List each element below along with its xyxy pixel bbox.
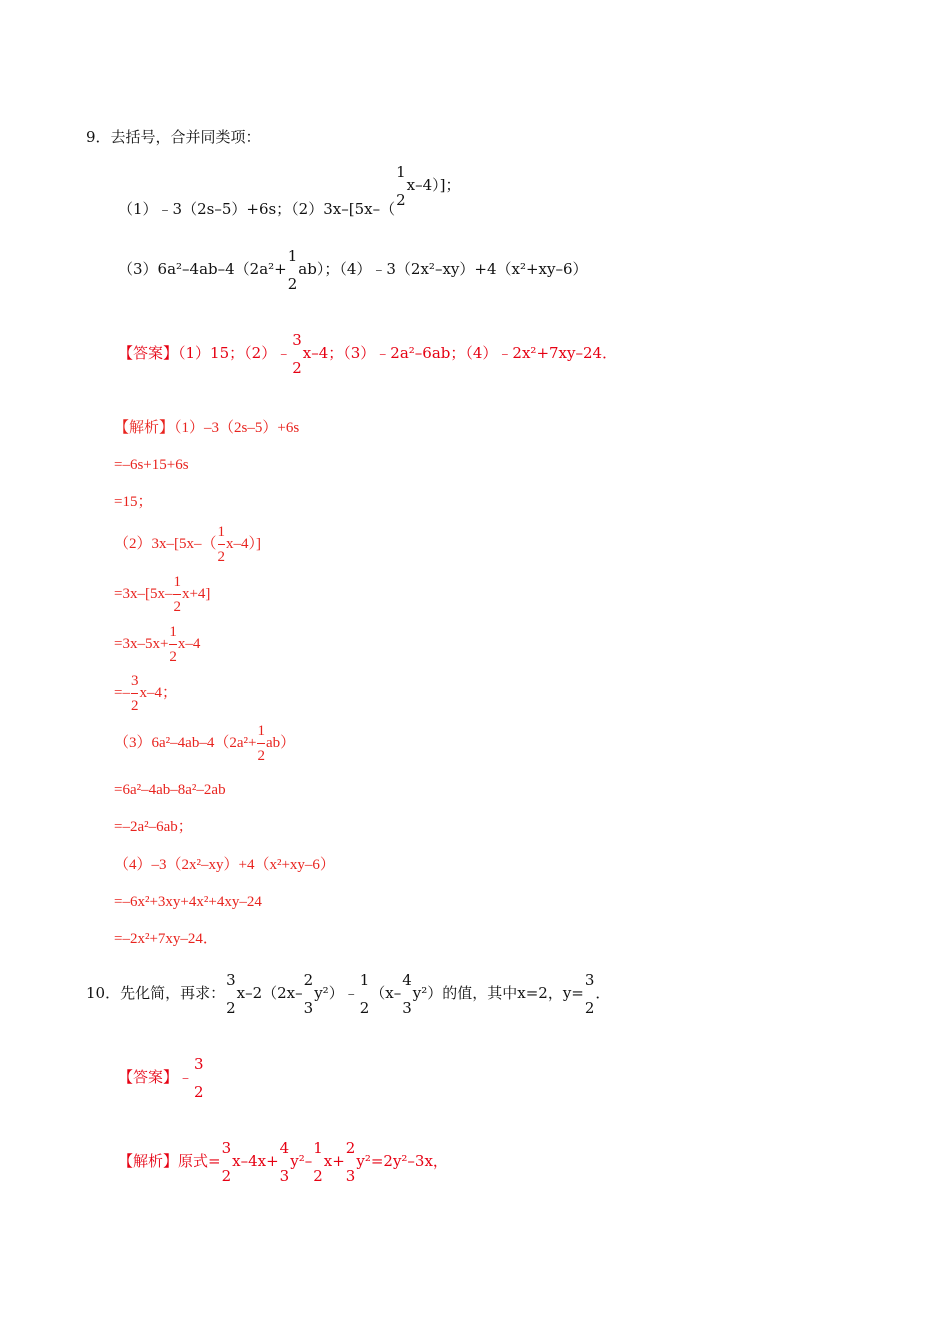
q9-analysis-6: =3x–5x+ $\frac{1}{2}$ x–4 [114,624,201,665]
fraction: 3 2 [221,1139,232,1185]
fraction: $\frac{3}{2}$ [130,673,139,714]
fraction: 3 2 [226,971,236,1017]
q10-answer: 【答案】﹣ 3 2 [118,1055,204,1101]
q9-analysis-13: =–2x²+7xy–24． [114,931,218,947]
q9-analysis-1: 【解析】（1）–3（2s–5）+6s [114,420,300,436]
fraction: 1 2 [359,971,370,1017]
q9-analysis-3: =15； [114,494,153,510]
q9-analysis-4: （2）3x–[5x–（ $\frac{1}{2}$ x–4）] [114,524,261,565]
fraction: $\frac{1}{2}$ [173,574,181,615]
q9-parts-3-4: （3）6a²–4ab–4（2a²+ 1 2 ab）；（4）﹣3（2x²–xy）+4（x²+xy–6） [118,247,588,293]
q9-analysis-11: （4）–3（2x²–xy）+4（x²+xy–6） [114,857,335,873]
q9-analysis-2: =–6s+15+6s [114,457,189,473]
q9-analysis-12: =–6x²+3xy+4x²+4xy–24 [114,894,262,910]
fraction: 2 3 [303,971,314,1017]
fraction: 3 2 [292,331,302,377]
fraction: 3 2 [584,971,595,1017]
fraction: 4 3 [279,1139,290,1185]
q9-analysis-9: =6a²–4ab–8a²–2ab [114,782,226,798]
q9-analysis-8: （3）6a²–4ab–4（2a²+ $\frac{1}{2}$ ab） [114,723,296,764]
fraction: $\frac{1}{2}$ [217,524,225,565]
fraction: 2 3 [345,1139,356,1185]
fraction: $\frac{1}{2}$ [169,624,177,665]
q10-analysis: 【解析】原式= 3 2 x–4x+ 4 3 y²– 1 2 x+ 2 3 y²=2y²–3x， [118,1139,448,1185]
q9-parts-1-2: （1）﹣3（2s–5）+6s；（2）3x–[5x–（ 1 2 x–4）]； [118,163,461,218]
fraction: 3 2 [194,1055,204,1101]
q10-question: 10．先化简，再求： 3 2 x–2（2x– 2 3 y²）﹣ 1 2 （x– 4 3 y²）的值，其中x=2，y= 3 2 ． [86,971,611,1017]
fraction: 1 2 [313,1139,323,1185]
q9-analysis-10: =–2a²–6ab； [114,819,193,835]
q9-analysis-5: =3x–[5x– $\frac{1}{2}$ x+4] [114,574,211,615]
q9-title: 9．去括号，合并同类项： [86,128,261,146]
fraction: 1 2 [396,163,406,209]
q9-answer: 【答案】（1）15；（2）﹣ 3 2 x–4；（3）﹣2a²–6ab；（4）﹣2x²+7xy–24． [118,331,618,377]
q9-analysis-7: =– $\frac{3}{2}$ x–4； [114,673,177,714]
fraction: 4 3 [402,971,412,1017]
fraction: $\frac{1}{2}$ [257,723,265,764]
fraction: 1 2 [287,247,298,293]
